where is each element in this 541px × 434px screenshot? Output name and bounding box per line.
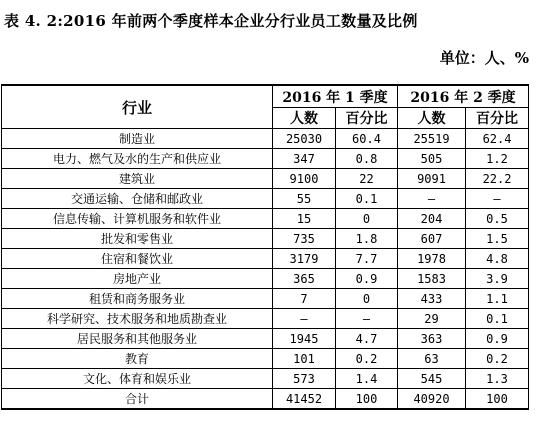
q1-pct-cell: —: [336, 309, 398, 329]
industry-cell: 电力、燃气及水的生产和供应业: [2, 149, 273, 169]
q1-count-cell: 9100: [273, 169, 336, 189]
q2-pct-cell: 0.2: [466, 349, 529, 369]
unit-label: 单位：人、%: [439, 49, 529, 67]
q1-count-cell: 101: [273, 349, 336, 369]
table-row: [2, 309, 529, 329]
q1-count-cell: 7: [273, 289, 336, 309]
table-row: [2, 129, 529, 149]
q2-pct-cell: 4.8: [466, 249, 529, 269]
table-row: [2, 389, 529, 410]
table-row: [2, 209, 529, 229]
q2-count-cell: 433: [398, 289, 466, 309]
q1-pct-cell: 4.7: [336, 329, 398, 349]
q1-pct-cell: 7.7: [336, 249, 398, 269]
q2-pct-cell: 0.9: [466, 329, 529, 349]
industry-cell: 建筑业: [2, 169, 273, 189]
table-row: [2, 229, 529, 249]
table-row: [2, 169, 529, 189]
q1-pct-cell: 0.2: [336, 349, 398, 369]
table-row: [2, 249, 529, 269]
header-q1-pct: 百分比: [336, 108, 398, 129]
table-row: [2, 369, 529, 389]
q2-count-cell: 204: [398, 209, 466, 229]
q1-count-cell: 573: [273, 369, 336, 389]
q2-pct-cell: 1.1: [466, 289, 529, 309]
header-q2-count: 人数: [398, 108, 466, 129]
table-body: [2, 129, 529, 410]
q1-pct-cell: 60.4: [336, 129, 398, 149]
table-row: [2, 269, 529, 289]
industry-cell: 批发和零售业: [2, 229, 273, 249]
table-row: [2, 349, 529, 369]
q2-pct-cell: —: [466, 189, 529, 209]
q1-count-cell: 365: [273, 269, 336, 289]
q1-count-cell: 1945: [273, 329, 336, 349]
q1-count-cell: 347: [273, 149, 336, 169]
header-q1: 2016 年 1 季度: [273, 85, 398, 108]
q1-count-cell: 15: [273, 209, 336, 229]
industry-cell: 制造业: [2, 129, 273, 149]
q1-pct-cell: 0.8: [336, 149, 398, 169]
q2-pct-cell: 0.1: [466, 309, 529, 329]
q2-count-cell: 1978: [398, 249, 466, 269]
industry-cell: 居民服务和其他服务业: [2, 329, 273, 349]
header-q2: 2016 年 2 季度: [398, 85, 529, 108]
q2-pct-cell: 0.5: [466, 209, 529, 229]
industry-cell: 房地产业: [2, 269, 273, 289]
industry-cell: 租赁和商务服务业: [2, 289, 273, 309]
q2-count-cell: 40920: [398, 389, 466, 410]
q2-count-cell: 363: [398, 329, 466, 349]
q1-pct-cell: 1.4: [336, 369, 398, 389]
q2-pct-cell: 3.9: [466, 269, 529, 289]
q2-count-cell: 505: [398, 149, 466, 169]
q2-count-cell: 63: [398, 349, 466, 369]
q1-count-cell: 3179: [273, 249, 336, 269]
q1-count-cell: 735: [273, 229, 336, 249]
q2-count-cell: 1583: [398, 269, 466, 289]
table-row: [2, 289, 529, 309]
header-industry: 行业: [2, 85, 273, 129]
q1-count-cell: —: [273, 309, 336, 329]
table-row: [2, 149, 529, 169]
q2-pct-cell: 1.2: [466, 149, 529, 169]
q2-count-cell: 545: [398, 369, 466, 389]
q2-pct-cell: 1.3: [466, 369, 529, 389]
q2-count-cell: 607: [398, 229, 466, 249]
industry-cell: 教育: [2, 349, 273, 369]
q2-count-cell: 25519: [398, 129, 466, 149]
table-row: [2, 329, 529, 349]
q1-pct-cell: 22: [336, 169, 398, 189]
q1-pct-cell: 0.1: [336, 189, 398, 209]
header-q2-pct: 百分比: [466, 108, 529, 129]
industry-cell: 住宿和餐饮业: [2, 249, 273, 269]
q1-pct-cell: 0: [336, 209, 398, 229]
industry-cell: 交通运输、仓储和邮政业: [2, 189, 273, 209]
q1-pct-cell: 100: [336, 389, 398, 410]
employee-table: [1, 84, 529, 410]
q2-count-cell: —: [398, 189, 466, 209]
table-row: [2, 189, 529, 209]
industry-cell: 信息传输、计算机服务和软件业: [2, 209, 273, 229]
q1-count-cell: 41452: [273, 389, 336, 410]
q1-pct-cell: 0.9: [336, 269, 398, 289]
q1-pct-cell: 0: [336, 289, 398, 309]
industry-cell: 科学研究、技术服务和地质勘查业: [2, 309, 273, 329]
q2-pct-cell: 1.5: [466, 229, 529, 249]
header-q1-count: 人数: [273, 108, 336, 129]
q2-count-cell: 9091: [398, 169, 466, 189]
q2-pct-cell: 62.4: [466, 129, 529, 149]
table-title: 表 4. 2:2016 年前两个季度样本企业分行业员工数量及比例: [4, 12, 418, 30]
q2-count-cell: 29: [398, 309, 466, 329]
industry-cell: 合计: [2, 389, 273, 410]
q1-count-cell: 25030: [273, 129, 336, 149]
q2-pct-cell: 22.2: [466, 169, 529, 189]
industry-cell: 文化、体育和娱乐业: [2, 369, 273, 389]
q2-pct-cell: 100: [466, 389, 529, 410]
q1-pct-cell: 1.8: [336, 229, 398, 249]
q1-count-cell: 55: [273, 189, 336, 209]
